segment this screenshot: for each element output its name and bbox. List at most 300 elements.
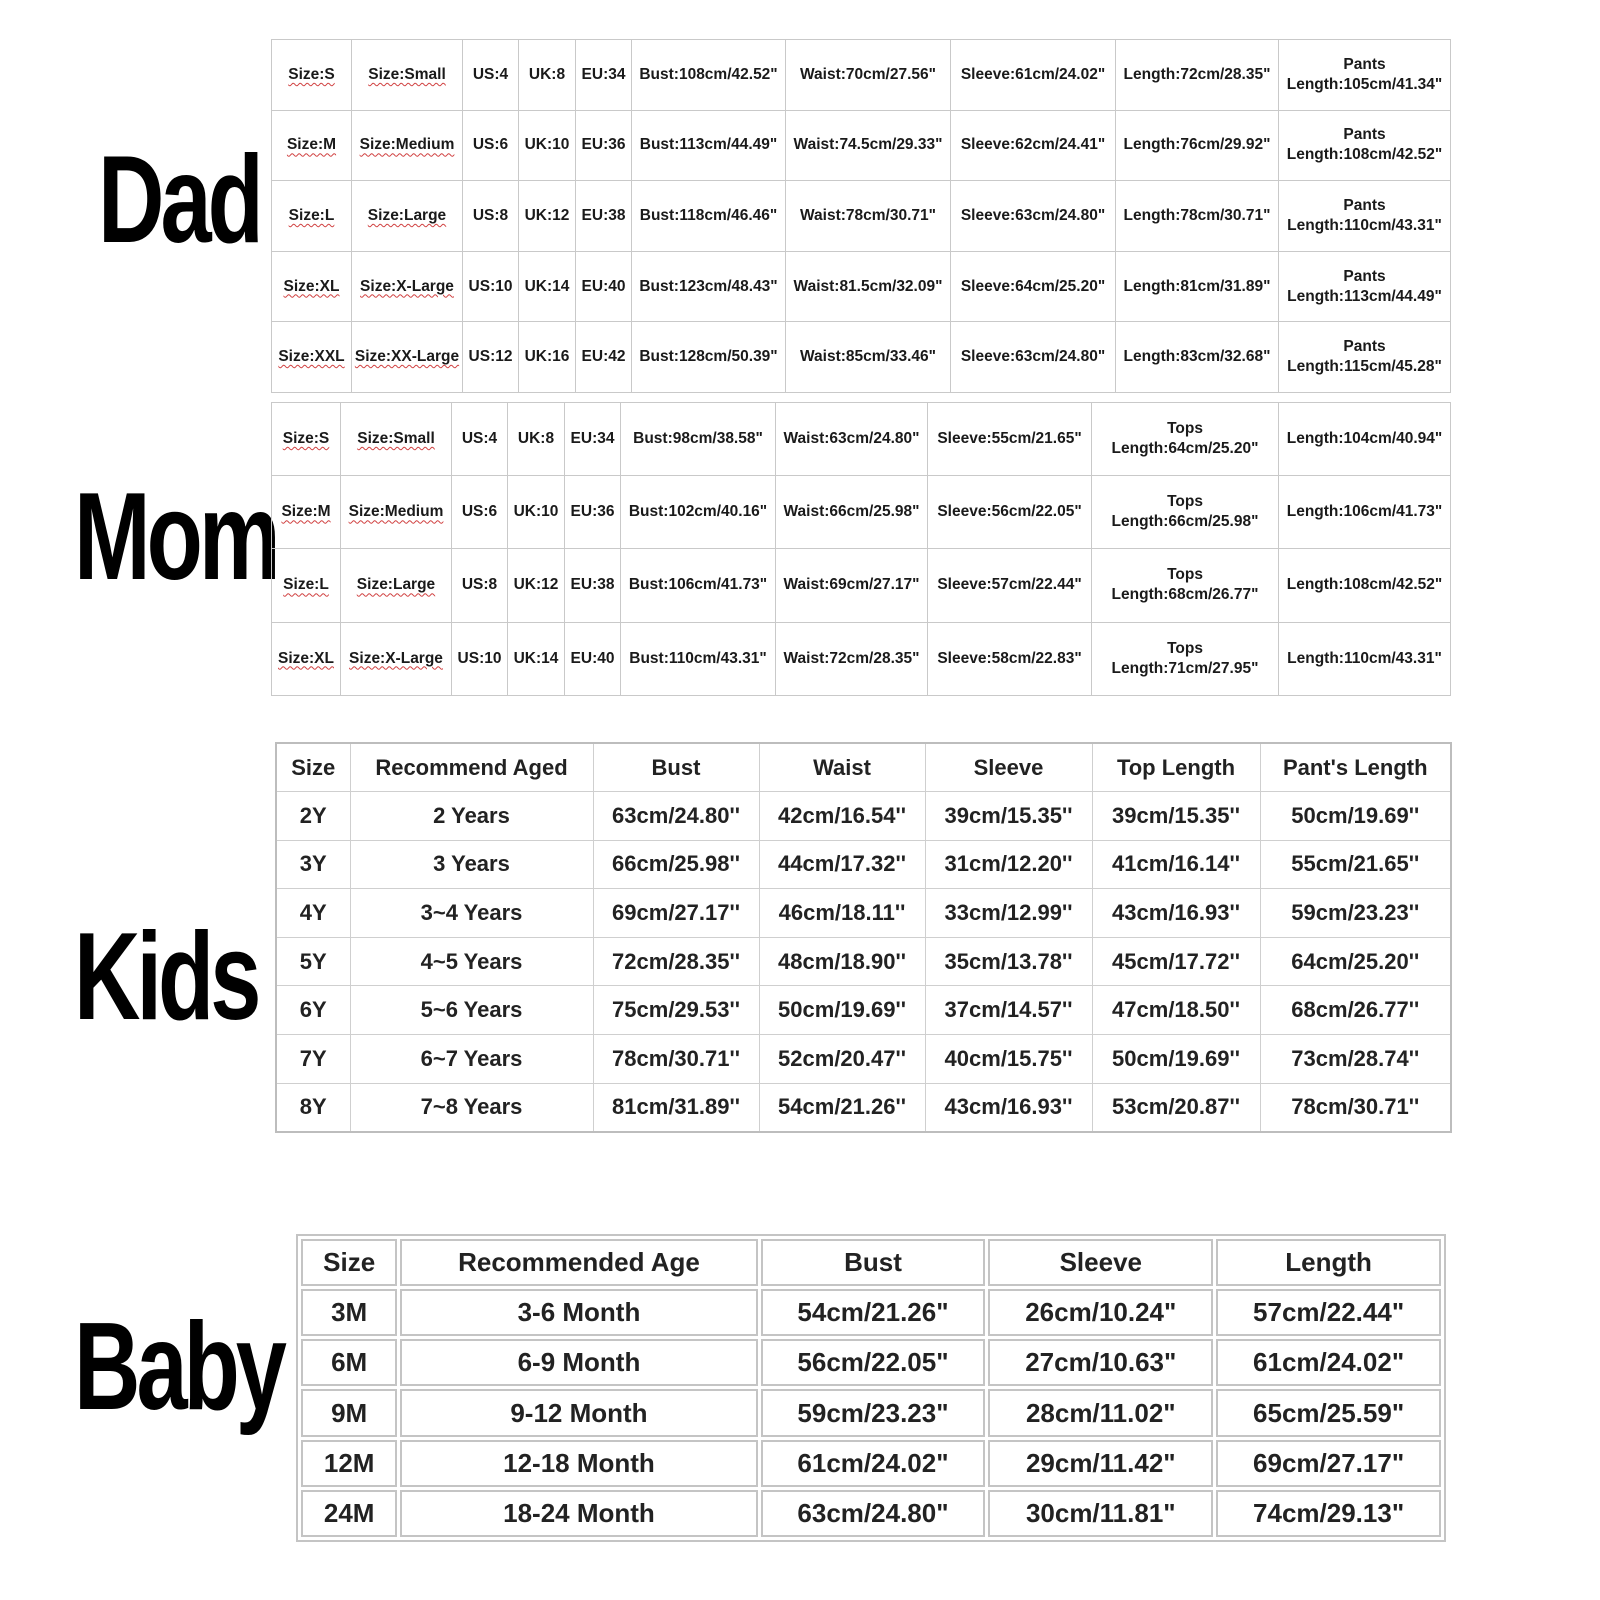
table-cell	[463, 251, 519, 322]
table-cell	[1260, 889, 1451, 938]
table-cell	[1279, 322, 1451, 393]
table-cell	[786, 251, 951, 322]
table-cell	[632, 40, 786, 111]
table-header-row	[301, 1239, 1441, 1286]
cell-text: EU:36	[570, 503, 615, 521]
table-cell	[452, 403, 508, 476]
table-cell	[593, 1035, 759, 1084]
cell-text: 4~5 Years	[420, 948, 523, 974]
mom-size-table	[271, 402, 1451, 696]
cell-text: Size:Large	[356, 576, 436, 594]
table-cell	[988, 1339, 1213, 1386]
table-cell	[508, 549, 565, 622]
section-label-kids: Kids	[74, 908, 258, 1046]
table-cell	[276, 1083, 350, 1132]
cell-text: Sleeve:57cm/22.44"	[937, 576, 1082, 594]
table-cell	[350, 840, 593, 889]
table-cell	[1279, 476, 1451, 549]
table-cell	[1092, 1035, 1260, 1084]
cell-text: Pants Length:105cm/41.34"	[1286, 55, 1443, 93]
cell-text: Size:X-Large	[360, 277, 454, 295]
cell-text: 35cm/13.78''	[944, 948, 1073, 974]
table-cell	[761, 1289, 986, 1336]
section-label-dad: Dad	[98, 131, 260, 269]
cell-text: Size:XXL	[278, 348, 345, 366]
table-cell	[565, 549, 621, 622]
cell-text: Sleeve:63cm/24.80"	[960, 206, 1106, 224]
table-cell	[593, 937, 759, 986]
cell-text: Bust:102cm/40.16"	[628, 503, 768, 521]
table-row	[301, 1289, 1441, 1336]
table-cell	[1260, 840, 1451, 889]
table-header-cell	[400, 1239, 757, 1286]
cell-text: UK:14	[513, 649, 559, 667]
table-cell	[928, 622, 1092, 695]
cell-text: US:12	[468, 348, 513, 366]
table-cell	[1260, 986, 1451, 1035]
table-cell	[632, 322, 786, 393]
cell-text: 7~8 Years	[420, 1094, 523, 1120]
cell-text: Tops Length:64cm/25.20"	[1111, 420, 1259, 458]
cell-text: Waist:81.5cm/32.09"	[793, 277, 943, 295]
cell-text: 68cm/26.77''	[1291, 997, 1420, 1023]
table-cell	[463, 110, 519, 181]
cell-text: Size	[291, 754, 336, 780]
cell-text: Bust	[651, 754, 701, 780]
cell-text: 54cm/21.26"	[797, 1297, 949, 1328]
table-cell	[593, 889, 759, 938]
cell-text: 3M	[331, 1297, 368, 1328]
cell-text: Size:L	[283, 576, 329, 594]
table-cell	[350, 889, 593, 938]
table-cell	[463, 181, 519, 252]
cell-text: 50cm/19.69''	[1112, 1045, 1240, 1071]
cell-text: 61cm/24.02"	[1253, 1347, 1405, 1378]
table-cell	[565, 622, 621, 695]
table-row	[276, 1083, 1451, 1132]
cell-text: Size:M	[281, 503, 331, 521]
cell-text: EU:40	[570, 649, 615, 667]
table-cell	[786, 110, 951, 181]
table-cell	[925, 792, 1092, 841]
table-cell	[759, 889, 925, 938]
table-cell	[1116, 251, 1279, 322]
cell-text: Tops Length:66cm/25.98"	[1111, 493, 1259, 531]
table-cell	[352, 322, 463, 393]
table-cell	[621, 549, 776, 622]
table-cell	[1092, 1083, 1260, 1132]
table-cell	[621, 622, 776, 695]
table-row	[276, 937, 1451, 986]
cell-text: Size:Medium	[348, 503, 444, 521]
table-row	[272, 322, 1451, 393]
table-cell	[576, 181, 632, 252]
cell-text: Size	[323, 1247, 376, 1278]
cell-text: UK:10	[524, 136, 570, 154]
section-label-baby: Baby	[74, 1298, 283, 1436]
table-cell	[593, 792, 759, 841]
cell-text: 4Y	[299, 900, 327, 926]
table-cell	[565, 403, 621, 476]
cell-text: 72cm/28.35''	[612, 948, 740, 974]
table-cell	[1092, 403, 1279, 476]
table-cell	[400, 1339, 757, 1386]
cell-text: Waist:69cm/27.17"	[783, 576, 920, 594]
table-cell	[1092, 840, 1260, 889]
table-cell	[988, 1289, 1213, 1336]
table-cell	[593, 840, 759, 889]
table-cell	[350, 1083, 593, 1132]
table-cell	[350, 937, 593, 986]
table-cell	[761, 1339, 986, 1386]
cell-text: Sleeve:61cm/24.02"	[960, 65, 1106, 83]
table-cell	[352, 181, 463, 252]
cell-text: 30cm/11.81"	[1025, 1497, 1176, 1528]
cell-text: Size:Large	[367, 206, 447, 224]
table-cell	[951, 251, 1116, 322]
cell-text: UK:16	[524, 348, 570, 366]
cell-text: Length:83cm/32.68"	[1123, 348, 1271, 366]
table-cell	[1216, 1289, 1441, 1336]
table-cell	[301, 1289, 397, 1336]
cell-text: 73cm/28.74''	[1291, 1045, 1420, 1071]
cell-text: 9M	[331, 1397, 368, 1428]
table-cell	[1279, 403, 1451, 476]
cell-text: EU:38	[570, 576, 615, 594]
cell-text: Bust:118cm/46.46"	[639, 206, 778, 224]
table-cell	[350, 792, 593, 841]
dad-size-table	[271, 39, 1451, 393]
table-cell	[776, 622, 928, 695]
table-cell	[508, 476, 565, 549]
table-cell	[1092, 986, 1260, 1035]
table-cell	[1092, 549, 1279, 622]
cell-text: Waist:63cm/24.80"	[783, 430, 920, 448]
table-cell	[301, 1440, 397, 1487]
cell-text: Waist	[813, 754, 871, 780]
table-cell	[276, 1035, 350, 1084]
cell-text: Sleeve	[1059, 1247, 1142, 1278]
cell-text: 33cm/12.99''	[944, 900, 1073, 926]
cell-text: Tops Length:71cm/27.95"	[1111, 639, 1259, 677]
table-cell	[925, 889, 1092, 938]
cell-text: 5~6 Years	[420, 997, 523, 1023]
table-cell	[576, 110, 632, 181]
cell-text: Bust:128cm/50.39"	[639, 348, 778, 366]
table-row	[301, 1389, 1441, 1436]
table-cell	[400, 1289, 757, 1336]
cell-text: UK:12	[513, 576, 559, 594]
table-cell	[272, 622, 341, 695]
cell-text: Bust:110cm/43.31"	[629, 649, 767, 667]
table-cell	[776, 403, 928, 476]
table-cell	[759, 840, 925, 889]
table-header-cell	[593, 743, 759, 792]
table-row	[276, 986, 1451, 1035]
table-cell	[1116, 322, 1279, 393]
cell-text: Size:S	[288, 65, 335, 83]
table-cell	[632, 251, 786, 322]
cell-text: 24M	[323, 1497, 375, 1528]
cell-text: EU:42	[581, 348, 626, 366]
table-cell	[786, 322, 951, 393]
cell-text: 53cm/20.87''	[1112, 1094, 1240, 1120]
cell-text: UK:12	[524, 206, 570, 224]
table-cell	[452, 476, 508, 549]
cell-text: US:8	[472, 206, 509, 224]
cell-text: Sleeve:56cm/22.05"	[937, 503, 1082, 521]
table-cell	[1279, 251, 1451, 322]
cell-text: 18-24 Month	[503, 1497, 655, 1528]
table-row	[272, 40, 1451, 111]
table-cell	[1260, 792, 1451, 841]
cell-text: 3 Years	[433, 851, 510, 877]
cell-text: Waist:70cm/27.56"	[799, 65, 936, 83]
table-cell	[988, 1389, 1213, 1436]
table-cell	[352, 251, 463, 322]
cell-text: Pants Length:113cm/44.49"	[1287, 267, 1442, 305]
cell-text: EU:38	[581, 206, 626, 224]
cell-text: Size:L	[288, 206, 335, 224]
table-row	[276, 889, 1451, 938]
table-cell	[272, 476, 341, 549]
table-cell	[519, 322, 576, 393]
cell-text: 39cm/15.35''	[944, 802, 1073, 828]
section-label-mom: Mom	[74, 468, 277, 606]
table-cell	[400, 1440, 757, 1487]
table-cell	[928, 403, 1092, 476]
cell-text: 66cm/25.98''	[612, 851, 740, 877]
cell-text: US:4	[461, 430, 498, 448]
table-cell	[1260, 1083, 1451, 1132]
table-row	[272, 181, 1451, 252]
cell-text: US:8	[461, 576, 498, 594]
table-cell	[272, 322, 352, 393]
table-cell	[1279, 549, 1451, 622]
table-header-cell	[350, 743, 593, 792]
table-cell	[272, 110, 352, 181]
cell-text: Pants Length:115cm/45.28"	[1287, 338, 1442, 376]
table-row	[272, 110, 1451, 181]
table-row	[301, 1339, 1441, 1386]
table-cell	[576, 251, 632, 322]
cell-text: Size:Small	[368, 65, 446, 83]
table-cell	[761, 1389, 986, 1436]
table-row	[272, 251, 1451, 322]
cell-text: 64cm/25.20''	[1291, 948, 1420, 974]
cell-text: Sleeve:64cm/25.20"	[960, 277, 1106, 295]
cell-text: Length:104cm/40.94"	[1286, 430, 1443, 448]
cell-text: Tops Length:68cm/26.77"	[1111, 566, 1259, 604]
table-cell	[341, 549, 452, 622]
cell-text: EU:34	[581, 65, 626, 83]
cell-text: 3~4 Years	[420, 900, 523, 926]
cell-text: Length:72cm/28.35"	[1123, 65, 1271, 83]
table-header-cell	[761, 1239, 986, 1286]
cell-text: 27cm/10.63"	[1025, 1347, 1177, 1378]
table-cell	[988, 1440, 1213, 1487]
table-cell	[301, 1339, 397, 1386]
cell-text: US:6	[472, 136, 509, 154]
cell-text: 42cm/16.54''	[778, 802, 906, 828]
table-cell	[352, 110, 463, 181]
table-row	[301, 1440, 1441, 1487]
cell-text: Length:81cm/31.89"	[1123, 277, 1271, 295]
table-cell	[1092, 937, 1260, 986]
cell-text: 3-6 Month	[517, 1297, 641, 1328]
cell-text: UK:8	[517, 430, 555, 448]
cell-text: 63cm/24.80"	[797, 1497, 949, 1528]
table-cell	[341, 476, 452, 549]
table-cell	[759, 1035, 925, 1084]
table-header-cell	[276, 743, 350, 792]
table-cell	[951, 181, 1116, 252]
table-header-cell	[301, 1239, 397, 1286]
cell-text: 45cm/17.72''	[1112, 948, 1240, 974]
table-cell	[519, 181, 576, 252]
cell-text: Waist:85cm/33.46"	[799, 348, 936, 366]
table-cell	[1216, 1490, 1441, 1537]
cell-text: 43cm/16.93''	[1112, 900, 1240, 926]
cell-text: 65cm/25.59"	[1253, 1397, 1405, 1428]
table-cell	[759, 1083, 925, 1132]
cell-text: 54cm/21.26''	[778, 1094, 906, 1120]
cell-text: 75cm/29.53''	[612, 997, 740, 1023]
table-cell	[519, 110, 576, 181]
table-cell	[1092, 622, 1279, 695]
table-header-cell	[1092, 743, 1260, 792]
cell-text: Length	[1285, 1247, 1372, 1278]
table-cell	[565, 476, 621, 549]
table-cell	[1216, 1440, 1441, 1487]
cell-text: US:10	[457, 649, 502, 667]
table-cell	[508, 622, 565, 695]
table-header-cell	[925, 743, 1092, 792]
table-cell	[276, 792, 350, 841]
table-cell	[761, 1440, 986, 1487]
cell-text: Bust:106cm/41.73"	[628, 576, 768, 594]
cell-text: 48cm/18.90''	[778, 948, 906, 974]
cell-text: Sleeve	[973, 754, 1044, 780]
table-row	[276, 792, 1451, 841]
cell-text: Bust:113cm/44.49"	[639, 136, 778, 154]
cell-text: 56cm/22.05"	[797, 1347, 949, 1378]
cell-text: Sleeve:55cm/21.65"	[937, 430, 1082, 448]
table-cell	[1116, 110, 1279, 181]
cell-text: 81cm/31.89''	[612, 1094, 740, 1120]
table-cell	[1216, 1339, 1441, 1386]
cell-text: 59cm/23.23''	[1291, 900, 1420, 926]
cell-text: 78cm/30.71''	[1291, 1094, 1420, 1120]
cell-text: 50cm/19.69''	[1291, 802, 1420, 828]
cell-text: Waist:66cm/25.98"	[783, 503, 920, 521]
table-header-cell	[1260, 743, 1451, 792]
cell-text: Waist:78cm/30.71"	[799, 206, 936, 224]
table-cell	[276, 986, 350, 1035]
table-row	[272, 403, 1451, 476]
cell-text: 69cm/27.17''	[612, 900, 740, 926]
table-row	[276, 840, 1451, 889]
cell-text: Length:76cm/29.92"	[1123, 136, 1271, 154]
cell-text: UK:10	[513, 503, 559, 521]
cell-text: 12M	[323, 1447, 375, 1478]
table-cell	[400, 1490, 757, 1537]
cell-text: Size:Medium	[359, 136, 455, 154]
cell-text: 3Y	[299, 851, 327, 877]
table-cell	[1092, 889, 1260, 938]
cell-text: Pant's Length	[1282, 754, 1428, 780]
cell-text: EU:36	[581, 136, 626, 154]
cell-text: Length:78cm/30.71"	[1123, 206, 1271, 224]
cell-text: Bust	[844, 1247, 902, 1278]
table-cell	[925, 840, 1092, 889]
kids-size-table	[275, 742, 1452, 1133]
cell-text: 26cm/10.24"	[1025, 1297, 1177, 1328]
table-cell	[508, 403, 565, 476]
table-cell	[621, 476, 776, 549]
table-row	[301, 1490, 1441, 1537]
cell-text: Length:106cm/41.73"	[1286, 503, 1443, 521]
cell-text: Sleeve:62cm/24.41"	[960, 136, 1106, 154]
cell-text: 57cm/22.44"	[1253, 1297, 1405, 1328]
table-cell	[928, 549, 1092, 622]
table-cell	[272, 549, 341, 622]
table-cell	[593, 986, 759, 1035]
table-cell	[776, 549, 928, 622]
cell-text: 6-9 Month	[517, 1347, 641, 1378]
cell-text: Bust:98cm/38.58"	[633, 430, 763, 448]
table-cell	[272, 181, 352, 252]
cell-text: 50cm/19.69''	[778, 997, 906, 1023]
cell-text: 63cm/24.80''	[612, 802, 740, 828]
table-cell	[350, 1035, 593, 1084]
table-row	[272, 622, 1451, 695]
cell-text: UK:14	[524, 277, 570, 295]
table-cell	[301, 1490, 397, 1537]
table-cell	[988, 1490, 1213, 1537]
table-cell	[276, 937, 350, 986]
cell-text: 47cm/18.50''	[1112, 997, 1240, 1023]
table-cell	[452, 622, 508, 695]
table-cell	[352, 40, 463, 111]
cell-text: 2Y	[299, 802, 327, 828]
cell-text: 55cm/21.65''	[1291, 851, 1420, 877]
cell-text: 41cm/16.14''	[1112, 851, 1240, 877]
table-cell	[463, 40, 519, 111]
cell-text: Recommended Age	[458, 1247, 700, 1278]
cell-text: 29cm/11.42"	[1025, 1447, 1176, 1478]
table-cell	[1260, 937, 1451, 986]
cell-text: 59cm/23.23"	[797, 1397, 949, 1428]
table-cell	[1092, 476, 1279, 549]
table-cell	[761, 1490, 986, 1537]
cell-text: Waist:72cm/28.35"	[783, 649, 920, 667]
cell-text: Waist:74.5cm/29.33"	[793, 136, 943, 154]
cell-text: Size:X-Large	[349, 649, 443, 667]
cell-text: Bust:108cm/42.52"	[639, 65, 778, 83]
table-cell	[463, 322, 519, 393]
cell-text: Length:110cm/43.31"	[1287, 649, 1442, 667]
cell-text: EU:34	[570, 430, 615, 448]
table-cell	[1116, 181, 1279, 252]
table-cell	[1279, 622, 1451, 695]
baby-size-table	[296, 1234, 1446, 1542]
table-cell	[776, 476, 928, 549]
cell-text: Top Length	[1116, 754, 1236, 780]
cell-text: 69cm/27.17"	[1253, 1447, 1405, 1478]
table-cell	[759, 792, 925, 841]
cell-text: Sleeve:63cm/24.80"	[960, 348, 1106, 366]
